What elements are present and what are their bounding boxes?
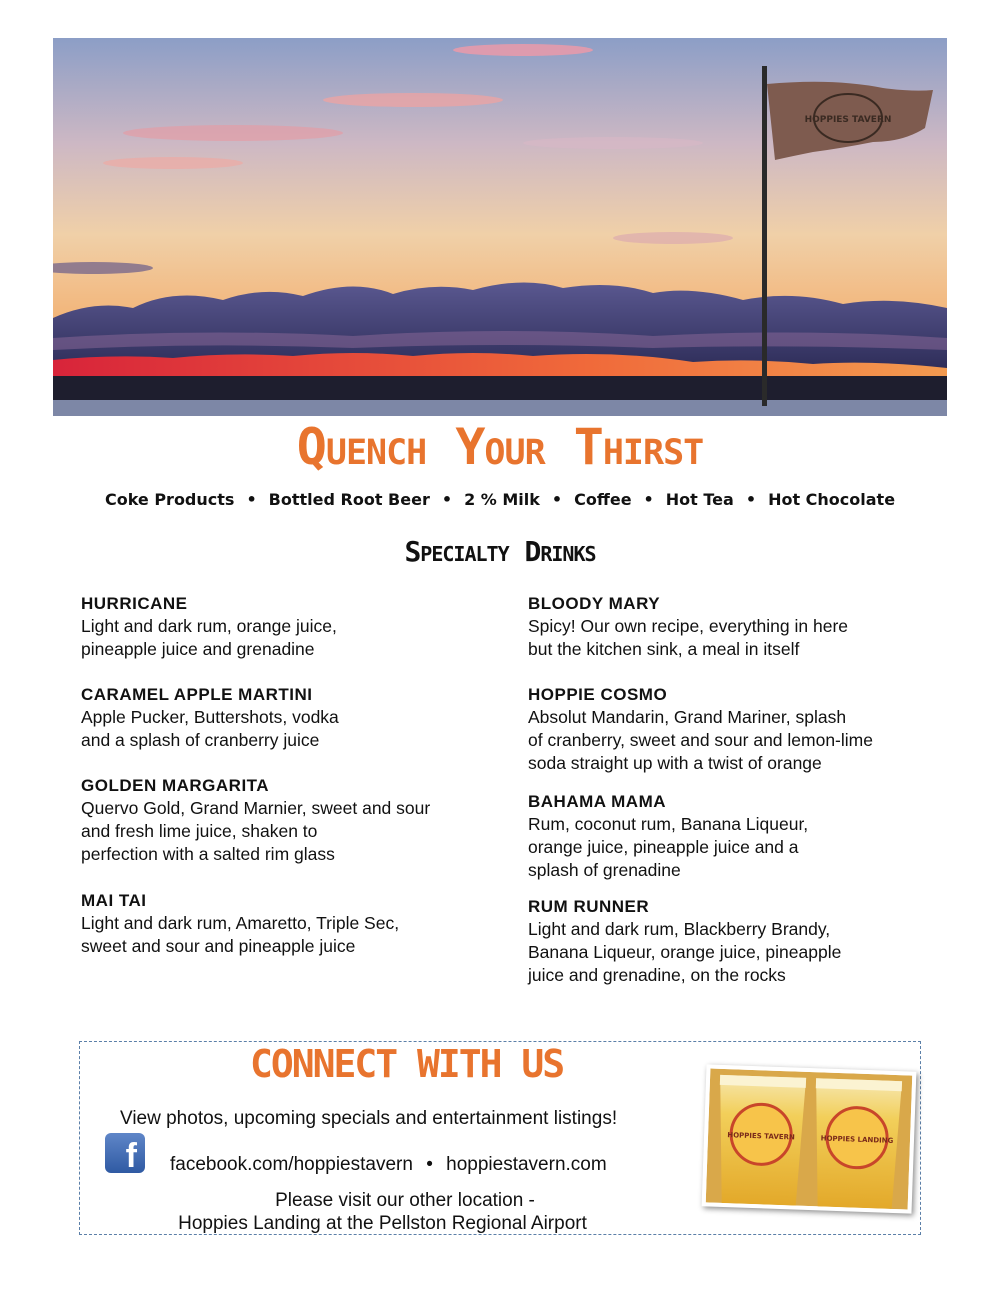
beverage-item: 2 % Milk [464, 490, 540, 509]
bullet: • [246, 490, 257, 509]
beverage-item: Bottled Root Beer [268, 490, 430, 509]
drink-name: HURRICANE [81, 594, 188, 613]
drink-name: BLOODY MARY [528, 594, 661, 613]
beverage-item: Coffee [574, 490, 632, 509]
connect-tagline: View photos, upcoming specials and entertainment listings! [120, 1108, 618, 1129]
page-title: Quench Your Thirst [296, 418, 704, 476]
beverage-item: Hot Tea [665, 490, 734, 509]
facebook-link[interactable]: facebook.com/hoppiestavern [170, 1154, 413, 1175]
drink-item [81, 774, 430, 866]
visit-line-2: Hoppies Landing at the Pellston Regional Airport [178, 1213, 587, 1234]
beverage-item: Coke Products [104, 490, 235, 509]
drink-name: MAI TAI [81, 891, 147, 910]
bullet: • [426, 1154, 433, 1175]
section-title: Specialty Drinks [404, 535, 596, 568]
bullet: • [551, 490, 563, 509]
drink-name: HOPPIE COSMO [528, 685, 668, 704]
connect-links [170, 1154, 607, 1176]
drink-name: CARAMEL APPLE MARTINI [81, 685, 313, 704]
drink-description: Spicy! Our own recipe, everything in here but the kitchen sink, a meal in itself [528, 616, 849, 659]
drink-description: Light and dark rum, Amaretto, Triple Sec, sweet and sour and pineapple juice [81, 913, 400, 956]
drink-description: Absolut Mandarin, Grand Mariner, splash of cranberry, sweet and sour and lemon-lime soda straight up with a twist of orange [528, 707, 873, 773]
visit-line-1: Please visit our other location - [275, 1190, 535, 1211]
bullet: • [643, 490, 654, 509]
drink-name: BAHAMA MAMA [528, 792, 667, 811]
drink-item [81, 683, 339, 752]
drink-description: Apple Pucker, Buttershots, vodka and a splash of cranberry juice [81, 707, 339, 750]
hero-sunset-photo [53, 38, 947, 416]
glass-left-label: HOPPIES TAVERN [727, 1131, 795, 1142]
drink-name: RUM RUNNER [528, 897, 650, 916]
drink-description: Quervo Gold, Grand Marnier, sweet and sour and fresh lime juice, shaken to perfection with a salted rim glass [81, 798, 431, 864]
drink-item [528, 895, 841, 987]
flag-text: HOPPIES TAVERN [804, 115, 892, 125]
beer-glasses-photo [702, 1064, 917, 1213]
bullet: • [441, 490, 453, 509]
drink-name: GOLDEN MARGARITA [81, 776, 270, 795]
drink-description: Light and dark rum, orange juice, pineapple juice and grenadine [81, 616, 337, 659]
connect-title: CONNECT WITH US [250, 1042, 564, 1086]
website-link[interactable]: hoppiestavern.com [446, 1154, 607, 1175]
drink-item [81, 592, 337, 661]
glass-right-label: HOPPIES LANDING [820, 1134, 894, 1145]
drink-item [528, 683, 873, 775]
drink-description: Rum, coconut rum, Banana Liqueur, orange juice, pineapple juice and a splash of grenadine [528, 814, 809, 880]
bullet: • [745, 490, 757, 509]
drink-item [528, 592, 848, 661]
drink-item [528, 790, 808, 882]
drink-description: Light and dark rum, Blackberry Brandy, Banana Liqueur, orange juice, pineapple juice and grenadine, on the rocks [528, 919, 842, 985]
beverage-list [0, 490, 1000, 509]
beverage-item: Hot Chocolate [768, 490, 896, 509]
facebook-icon[interactable]: f [105, 1133, 145, 1173]
drink-item [81, 889, 399, 958]
